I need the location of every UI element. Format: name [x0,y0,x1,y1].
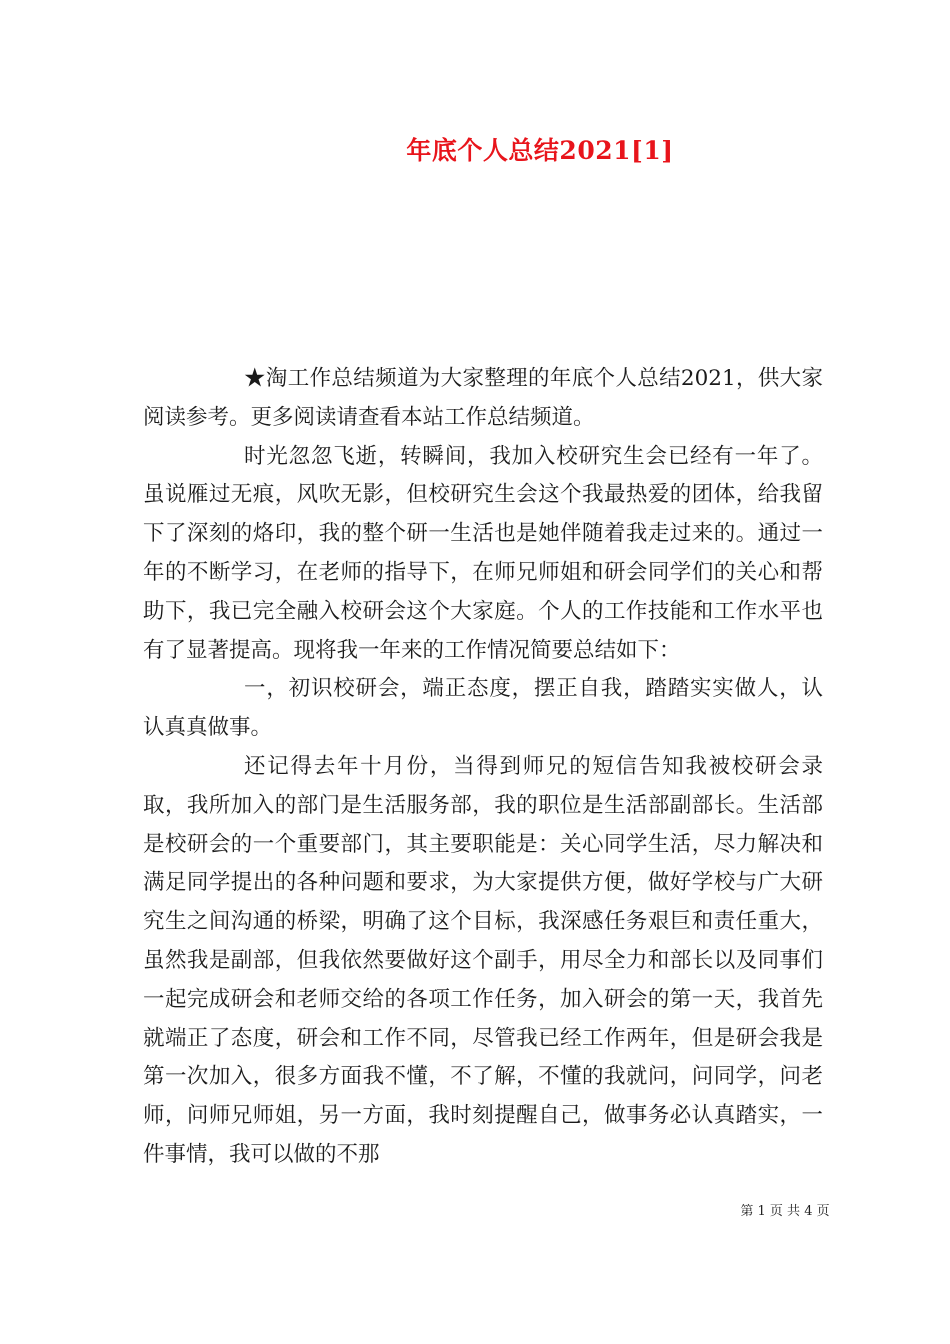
page-number-footer: 第 1 页 共 4 页 [740,1204,830,1219]
body-paragraph: 还记得去年十月份，当得到师兄的短信告知我被校研会录取，我所加入的部门是生活服务部，我的职位是生活部副部长。生活部是校研会的一个重要部门，其主要职能是：关心同学生活，尽力解决和满足同学提出的各种问题和要求，为大家提供方便，做好学校与广大研究生之间沟通的桥梁，明确了这个目标，我深感任务艰巨和责任重大，虽然我是副部，但我依然要做好这个副手，用尽全力和部长以及同事们一起完成研会和老师交给的各项工作任务，加入研会的第一天，我首先就端正了态度，研会和工作不同，尽管我已经工作两年，但是研会我是第一次加入，很多方面我不懂，不了解，不懂的我就问，问同学，问老师，问师兄师姐，另一方面，我时刻提醒自己，做事务必认真踏实，一件事情，我可以做的不那 [143,753,823,1167]
document-title: 年底个人总结2021[1] [406,136,674,165]
body-paragraph: 时光忽忽飞逝，转瞬间，我加入校研究生会已经有一年了。虽说雁过无痕，风吹无影，但校研究生会这个我最热爱的团体，给我留下了深刻的烙印，我的整个研一生活也是她伴随着我走过来的。通过一年的不断学习，在老师的指导下，在师兄师姐和研会同学们的关心和帮助下，我已完全融入校研会这个大家庭。个人的工作技能和工作水平也有了显著提高。现将我一年来的工作情况简要总结如下： [143,443,823,663]
document-body [143,360,823,1175]
intro-paragraph: ★淘工作总结频道为大家整理的年底个人总结2021，供大家阅读参考。更多阅读请查看本站工作总结频道。 [143,366,823,430]
section-heading-paragraph: 一，初识校研会，端正态度，摆正自我，踏踏实实做人，认认真真做事。 [143,676,823,741]
